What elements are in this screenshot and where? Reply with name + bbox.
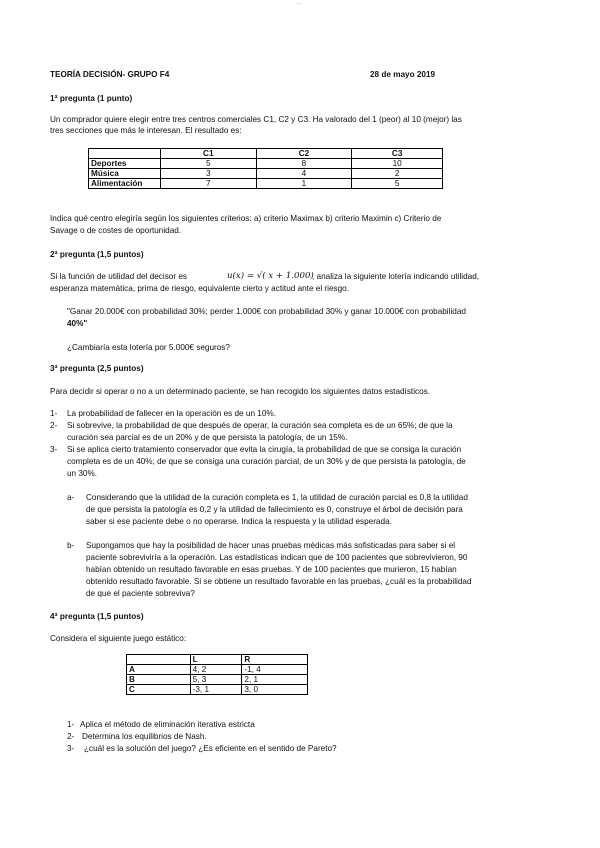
q3-sub-a-line1: Considerando que la utilidad de la curación completa es 1, la utilidad de curación parcial es 0,8 la utilidad bbox=[86, 493, 468, 502]
table-row bbox=[89, 179, 443, 189]
row-label: A bbox=[127, 665, 191, 675]
q4-item1-number: 1- bbox=[67, 720, 75, 729]
table-header-r: R bbox=[242, 655, 308, 665]
table-cell: 7 bbox=[160, 179, 256, 189]
q3-sub-b-line3: habían obtenido un resultado favorable en esas pruebas. Y de 100 pacientes que murieron, 15 habían bbox=[86, 565, 457, 574]
document-date: 28 de mayo 2019 bbox=[370, 70, 436, 79]
page-top-mark: … bbox=[296, 0, 302, 6]
row-label: Alimentación bbox=[89, 179, 161, 189]
q4-item3-text: ¿cuál es la solución del juego? ¿Es eficiente en el sentido de Pareto? bbox=[84, 744, 337, 753]
table-cell: 3 bbox=[160, 169, 256, 179]
q4-heading: 4ª pregunta (1,5 puntos) bbox=[50, 612, 144, 621]
table-row bbox=[127, 665, 308, 675]
q1-heading: 1ª pregunta (1 punto) bbox=[50, 94, 133, 103]
q3-item1-text: La probabilidad de fallecer en la operación es de un 10%. bbox=[67, 409, 276, 418]
table-row bbox=[89, 169, 443, 179]
table-row bbox=[127, 685, 308, 695]
q4-intro: Considera el siguiente juego estático: bbox=[50, 634, 187, 643]
q4-item2-number: 2- bbox=[67, 732, 75, 741]
document-title: TEORÍA DECISIÓN- GRUPO F4 bbox=[50, 70, 170, 79]
table-cell bbox=[89, 149, 161, 159]
q4-item2-text: Determina los equilibrios de Nash. bbox=[82, 732, 207, 741]
table-cell: 5, 3 bbox=[190, 675, 242, 685]
q1-intro-line1: Un comprador quiere elegir entre tres centros comerciales C1, C2 y C3. Ha valorado del 1 (peor) al 10 (mejor) las bbox=[50, 115, 462, 124]
table-cell: 5 bbox=[160, 159, 256, 169]
table-cell: 3, 0 bbox=[242, 685, 308, 695]
q3-item3-line3: un 30%. bbox=[67, 469, 98, 478]
row-label: B bbox=[127, 675, 191, 685]
table-cell: 10 bbox=[352, 159, 443, 169]
table-row bbox=[127, 675, 308, 685]
q4-item3-number: 3- bbox=[67, 744, 75, 753]
table-header-c1: C1 bbox=[160, 149, 256, 159]
table-header-row bbox=[127, 655, 308, 665]
q1-task-line1: Indica qué centro elegiría según los siguientes criterios: a) criterio Maximax b) criterio Maximin c) Criterio de bbox=[50, 214, 442, 223]
q3-heading: 3ª pregunta (2,5 puntos) bbox=[50, 364, 144, 373]
q2-heading: 2ª pregunta (1,5 puntos) bbox=[50, 250, 144, 259]
q3-intro: Para decidir si operar o no a un determinado paciente, se han recogido los siguientes datos estadísticos. bbox=[50, 387, 431, 396]
table-cell: 2, 1 bbox=[242, 675, 308, 685]
q3-sub-a-line3: saber si ese paciente debe o no operarse. Indica la respuesta y la utilidad esperada. bbox=[86, 517, 392, 526]
q3-sub-a-line2: de que persista la patología es 0,2 y la utilidad de fallecimiento es 0, construye el árbol de decisión para bbox=[86, 505, 463, 514]
q2-question: ¿Cambiaría esta lotería por 5.000€ seguros? bbox=[67, 343, 230, 352]
q3-item2-line1: Si sobrevive, la probabilidad de que después de operar, la curación sea completa es de un 65%; de que la bbox=[67, 421, 453, 430]
q3-sub-b-line1: Supongamos que hay la posibilidad de hacer unas pruebas médicas más sofisticadas para saber si el bbox=[86, 541, 456, 550]
q3-item3-line1: Si se aplica cierto tratamiento conservador que evita la cirugía, la probabilidad de que se consiga la curación bbox=[67, 445, 462, 454]
table-cell: 8 bbox=[256, 159, 352, 169]
q2-line2: esperanza matemática, prima de riesgo, equivalente cierto y actitud ante el riesgo. bbox=[50, 284, 350, 293]
table-header-c2: C2 bbox=[256, 149, 352, 159]
q2-line1-start: Si la función de utilidad del decisor es bbox=[50, 272, 187, 281]
q2-line1-end: , analiza la siguiente lotería indicando utilidad, bbox=[312, 272, 480, 281]
q2-lottery-line1: "Ganar 20.000€ con probabilidad 30%; perder 1.000€ con probabilidad 30% y ganar 10.000€ con probabilidad bbox=[67, 307, 466, 316]
q3-item3-number: 3- bbox=[50, 445, 58, 454]
row-label: C bbox=[127, 685, 191, 695]
table-cell: -1, 4 bbox=[242, 665, 308, 675]
table-header-l: L bbox=[190, 655, 242, 665]
table-cell: -3, 1 bbox=[190, 685, 242, 695]
table-cell: 4 bbox=[256, 169, 352, 179]
table-header-c3: C3 bbox=[352, 149, 443, 159]
table-cell: 4, 2 bbox=[190, 665, 242, 675]
table-header-row bbox=[89, 149, 443, 159]
q3-sub-a-label: a- bbox=[67, 493, 75, 502]
q3-sub-b-line4: obtenido resultado favorable. Si se obtiene un resultado favorable en las pruebas, ¿cuál es la probabilidad bbox=[86, 577, 472, 586]
table-cell: 2 bbox=[352, 169, 443, 179]
table-cell bbox=[127, 655, 191, 665]
row-label: Deportes bbox=[89, 159, 161, 169]
q1-intro-line2: tres secciones que más le interesan. El resultado es: bbox=[50, 126, 242, 135]
q3-item1-number: 1- bbox=[50, 409, 58, 418]
q4-item1-text: Aplica el método de eliminación iterativa estricta bbox=[80, 720, 255, 729]
table-cell: 1 bbox=[256, 179, 352, 189]
row-label: Música bbox=[89, 169, 161, 179]
q3-sub-b-line5: de que el paciente sobreviva? bbox=[86, 589, 195, 598]
q3-sub-b-line2: paciente sobreviviría a la operación. Las estadísticas indican que de 100 pacientes que sobrevivieron, 90 bbox=[86, 553, 468, 562]
q1-task-line2: Savage o de costes de oportunidad. bbox=[50, 226, 182, 235]
q3-sub-b-label: b- bbox=[67, 541, 75, 550]
q2-lottery-line2: 40%" bbox=[67, 319, 88, 328]
q1-score-table bbox=[88, 148, 443, 189]
table-row bbox=[89, 159, 443, 169]
q3-item2-line2: curación sea parcial es de un 20% y de que persista la patología, de un 15%. bbox=[67, 433, 348, 442]
q3-item2-number: 2- bbox=[50, 421, 58, 430]
q2-utility-formula: u(x) = √( x + 1.000) bbox=[227, 271, 314, 281]
q3-item3-line2: completa es de un 40%; de que se consiga una curación parcial, de un 30% y de que persista la patología, de bbox=[67, 457, 466, 466]
table-cell: 5 bbox=[352, 179, 443, 189]
q4-game-table bbox=[126, 654, 308, 695]
